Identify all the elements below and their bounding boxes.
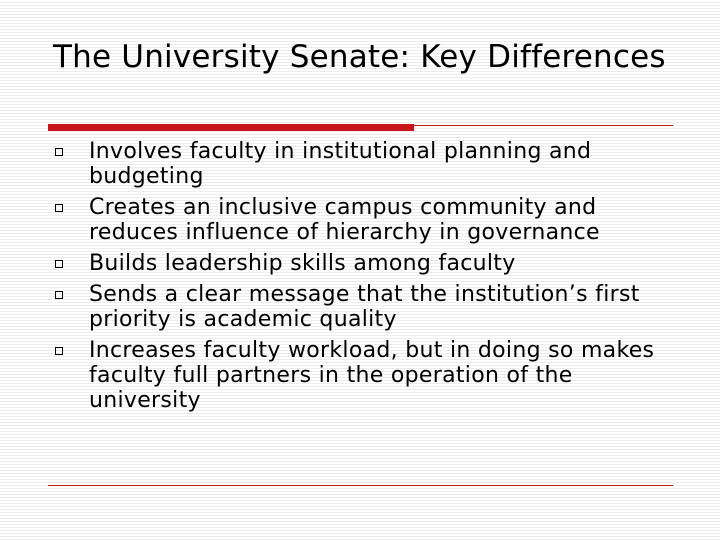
bullet-text: Creates an inclusive campus community and reduces influence of hierarchy in governance <box>89 195 600 245</box>
bullet-item <box>0 139 720 189</box>
title-underline-thin <box>414 125 673 126</box>
slide-title: The University Senate: Key Differences <box>53 39 666 75</box>
footer-divider <box>48 485 673 486</box>
hollow-square-bullet-icon <box>55 291 63 299</box>
bullet-item <box>0 338 720 413</box>
bullet-text: Sends a clear message that the institution’s first priority is academic quality <box>89 282 640 332</box>
bullet-item <box>0 195 720 245</box>
bullet-item <box>0 282 720 332</box>
bullet-text: Involves faculty in institutional planning and budgeting <box>89 139 592 189</box>
bullet-item <box>0 251 720 276</box>
bullet-text: Increases faculty workload, but in doing so makes faculty full partners in the operation of the university <box>89 338 655 413</box>
bullet-text: Builds leadership skills among faculty <box>89 251 516 276</box>
hollow-square-bullet-icon <box>55 347 63 355</box>
title-underline-thick <box>48 124 414 131</box>
hollow-square-bullet-icon <box>55 204 63 212</box>
bullet-list <box>0 139 720 419</box>
hollow-square-bullet-icon <box>55 148 63 156</box>
hollow-square-bullet-icon <box>55 260 63 268</box>
